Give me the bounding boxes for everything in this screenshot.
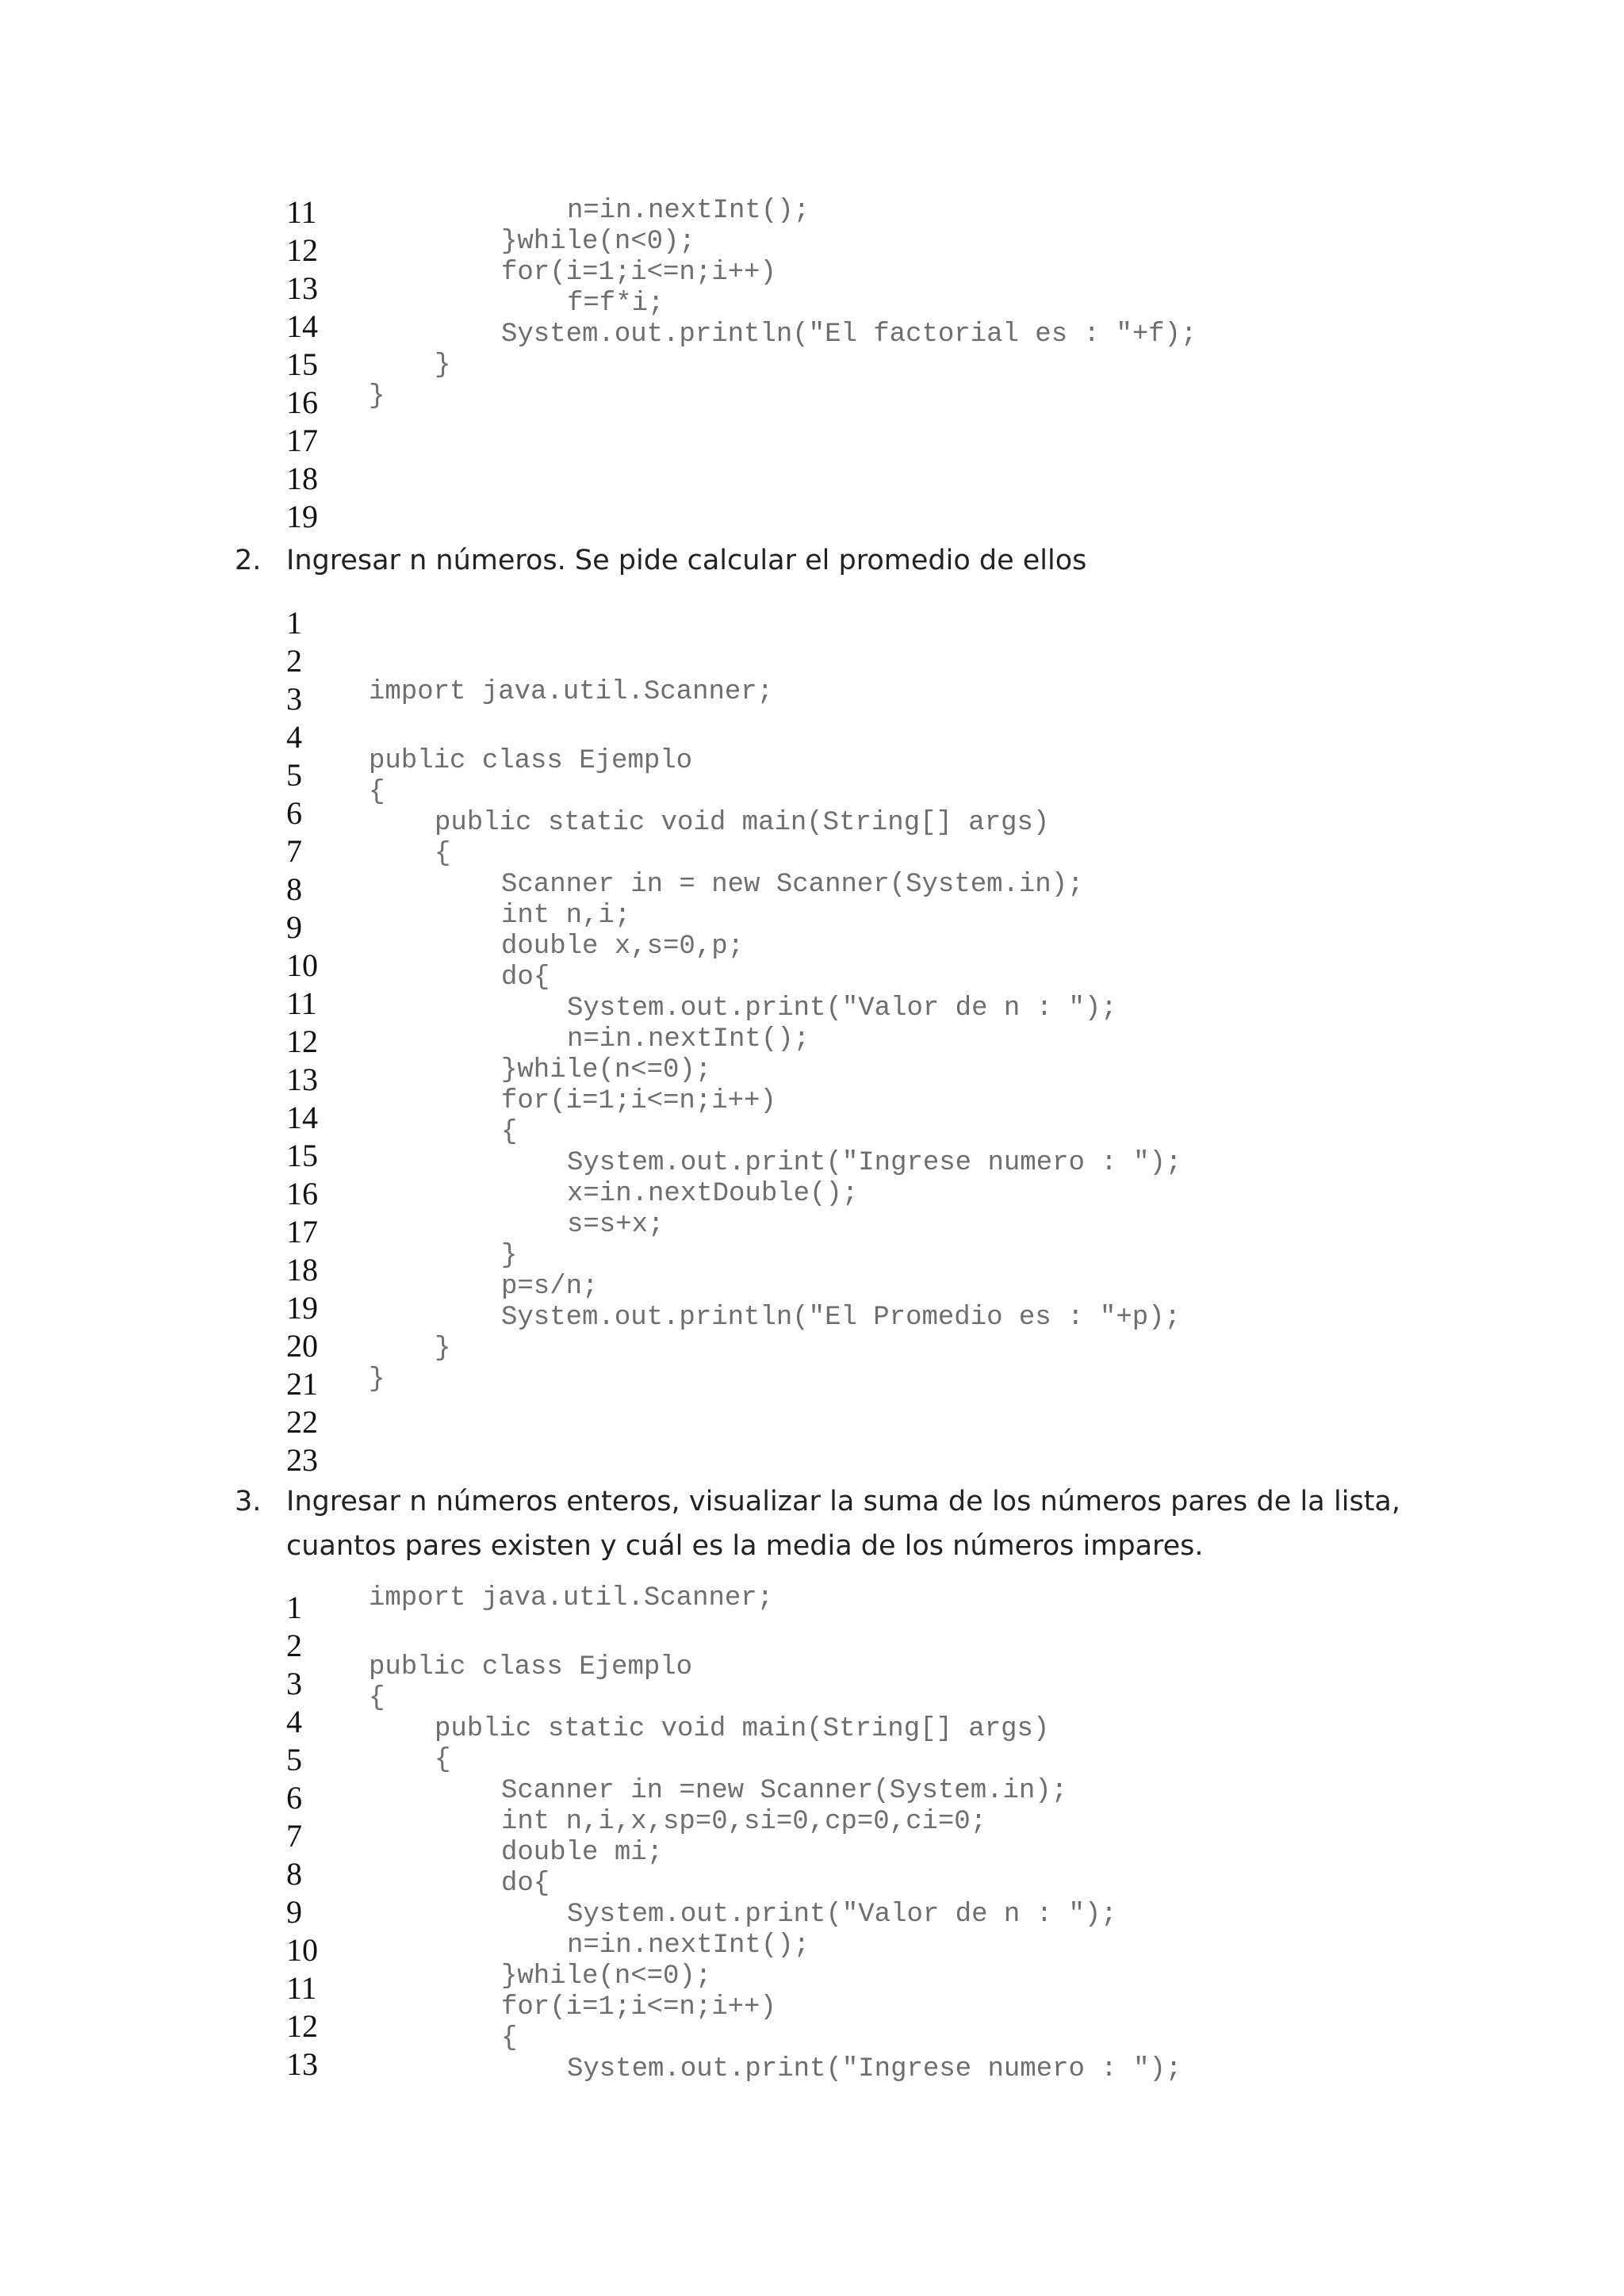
line-number: 7 — [286, 1818, 302, 1854]
line-number: 12 — [286, 1024, 318, 1059]
line-number: 8 — [286, 1856, 302, 1892]
code-line: } — [435, 1334, 451, 1364]
line-number: 11 — [286, 1970, 317, 2006]
line-number: 3 — [286, 681, 302, 717]
line-number: 6 — [286, 795, 302, 831]
line-number: 16 — [286, 385, 318, 420]
line-number: 22 — [286, 1404, 318, 1440]
code-line: public class Ejemplo — [369, 746, 693, 776]
code-line: import java.util.Scanner; — [369, 677, 774, 707]
line-number: 9 — [286, 909, 302, 945]
line-number: 11 — [286, 194, 317, 230]
question-number: 3. — [235, 1486, 262, 1517]
question-text-line-1: Ingresar n números enteros, visualizar la suma de los números pares de la lista, — [286, 1486, 1400, 1517]
line-number: 15 — [286, 1138, 318, 1173]
code-line: double mi; — [501, 1838, 664, 1868]
line-number: 2 — [286, 1628, 302, 1663]
line-number: 4 — [286, 1704, 302, 1739]
code-line: { — [435, 839, 451, 869]
code-line: public static void main(String[] args) — [435, 1714, 1050, 1744]
line-number: 9 — [286, 1894, 302, 1930]
question-text-line-2: cuantos pares existen y cuál es la media de los números impares. — [286, 1530, 1204, 1562]
line-number: 1 — [286, 1590, 302, 1625]
line-number: 12 — [286, 2008, 318, 2044]
code-line: import java.util.Scanner; — [369, 1583, 774, 1613]
line-number: 11 — [286, 985, 317, 1021]
code-line: Scanner in = new Scanner(System.in); — [501, 870, 1084, 900]
code-line: { — [501, 2023, 518, 2053]
code-line: } — [369, 381, 385, 411]
line-number: 19 — [286, 1290, 318, 1326]
code-line: for(i=1;i<=n;i++) — [501, 1992, 776, 2022]
code-line: int n,i,x,sp=0,si=0,cp=0,ci=0; — [501, 1807, 987, 1837]
code-line: x=in.nextDouble(); — [567, 1179, 859, 1209]
line-number: 13 — [286, 270, 318, 306]
line-number: 2 — [286, 643, 302, 679]
code-line: { — [435, 1745, 451, 1775]
line-number: 5 — [286, 757, 302, 793]
question-number: 2. — [235, 545, 262, 576]
code-line: p=s/n; — [501, 1272, 599, 1302]
code-line: for(i=1;i<=n;i++) — [501, 258, 776, 288]
code-line: n=in.nextInt(); — [567, 1931, 810, 1961]
line-number: 7 — [286, 833, 302, 869]
code-line: }while(n<=0); — [501, 1055, 712, 1085]
code-line: System.out.print("Ingrese numero : "); — [567, 2054, 1182, 2084]
code-line: } — [501, 1241, 518, 1271]
code-line: }while(n<=0); — [501, 1961, 712, 1992]
line-number: 10 — [286, 1932, 318, 1968]
code-line: Scanner in =new Scanner(System.in); — [501, 1776, 1068, 1806]
line-number: 10 — [286, 947, 318, 983]
code-line: System.out.println("El Promedio es : "+p); — [501, 1303, 1181, 1333]
code-line: { — [369, 777, 385, 807]
line-number: 1 — [286, 605, 302, 641]
code-line: double x,s=0,p; — [501, 932, 745, 962]
line-number: 16 — [286, 1176, 318, 1211]
line-number: 20 — [286, 1328, 318, 1364]
line-number: 21 — [286, 1366, 318, 1402]
line-number: 5 — [286, 1742, 302, 1777]
line-number: 8 — [286, 871, 302, 907]
line-number: 12 — [286, 232, 318, 268]
line-number: 18 — [286, 1252, 318, 1288]
code-line: } — [435, 350, 451, 381]
line-number: 14 — [286, 308, 318, 344]
line-number: 13 — [286, 2046, 318, 2082]
code-line: } — [369, 1364, 385, 1395]
code-line: public class Ejemplo — [369, 1652, 693, 1682]
question-text: Ingresar n números. Se pide calcular el promedio de ellos — [286, 545, 1087, 576]
line-number: 23 — [286, 1442, 318, 1478]
line-number: 14 — [286, 1100, 318, 1135]
code-line: public static void main(String[] args) — [435, 808, 1050, 838]
line-number: 18 — [286, 461, 318, 496]
line-number: 19 — [286, 499, 318, 534]
code-line: int n,i; — [501, 901, 631, 931]
line-number: 17 — [286, 1214, 318, 1249]
code-line: n=in.nextInt(); — [567, 196, 810, 226]
code-line: s=s+x; — [567, 1210, 665, 1240]
line-number: 17 — [286, 423, 318, 458]
line-number: 13 — [286, 1062, 318, 1097]
code-line: f=f*i; — [567, 289, 665, 319]
code-line: do{ — [501, 962, 550, 993]
line-number: 15 — [286, 346, 318, 382]
line-number: 6 — [286, 1780, 302, 1816]
code-line: System.out.print("Valor de n : "); — [567, 1900, 1117, 1930]
code-line: { — [369, 1683, 385, 1713]
code-line: { — [501, 1117, 518, 1147]
code-line: }while(n<0); — [501, 227, 695, 257]
code-line: n=in.nextInt(); — [567, 1024, 810, 1054]
code-line: System.out.print("Valor de n : "); — [567, 993, 1117, 1024]
code-line: for(i=1;i<=n;i++) — [501, 1086, 776, 1116]
line-number: 4 — [286, 719, 302, 755]
code-line: do{ — [501, 1869, 550, 1899]
code-line: System.out.println("El factorial es : "+f); — [501, 320, 1197, 350]
code-line: System.out.print("Ingrese numero : "); — [567, 1148, 1182, 1178]
line-number: 3 — [286, 1666, 302, 1701]
